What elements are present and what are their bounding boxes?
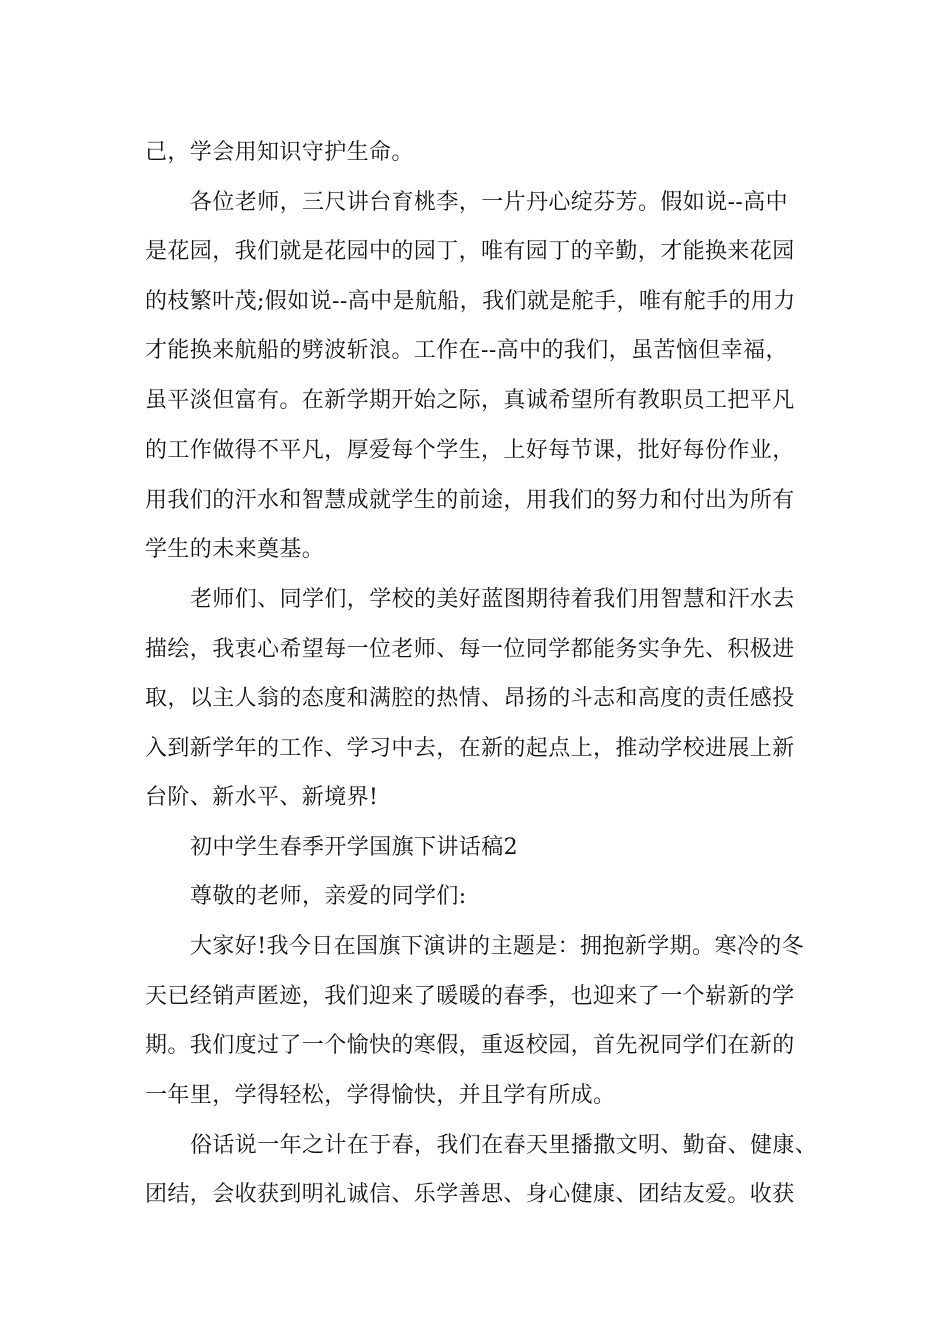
text-line: 是花园，我们就是花园中的园丁，唯有园丁的辛勤，才能换来花园 <box>145 239 795 264</box>
text-line: 大家好!我今日在国旗下演讲的主题是：拥抱新学期。寒冷的冬 <box>190 934 805 959</box>
text-line: 才能换来航船的劈波斩浪。工作在--高中的我们，虽苦恼但幸福， <box>145 338 788 363</box>
text-line: 的工作做得不平凡，厚爱每个学生，上好每节课，批好每份作业， <box>145 438 795 463</box>
text-line: 学生的未来奠基。 <box>145 537 325 562</box>
text-line: 各位老师，三尺讲台育桃李，一片丹心绽芬芳。假如说--高中 <box>190 190 789 215</box>
text-line: 入到新学年的工作、学习中去，在新的起点上，推动学校进展上新 <box>145 736 795 761</box>
text-line: 的枝繁叶茂;假如说--高中是航船，我们就是舵手，唯有舵手的用力 <box>145 289 796 314</box>
text-line: 期。我们度过了一个愉快的寒假，重返校园，首先祝同学们在新的 <box>145 1033 795 1058</box>
text-line: 用我们的汗水和智慧成就学生的前途，用我们的努力和付出为所有 <box>145 488 795 513</box>
text-line: 一年里，学得轻松，学得愉快，并且学有所成。 <box>145 1083 616 1108</box>
text-line: 描绘，我衷心希望每一位老师、每一位同学都能务实争先、积极进 <box>145 637 795 662</box>
text-line: 天已经销声匿迹，我们迎来了暖暖的春季，也迎来了一个崭新的学 <box>145 984 795 1009</box>
text-line: 俗话说一年之计在于春，我们在春天里播撒文明、勤奋、健康、 <box>190 1133 818 1158</box>
text-line: 取，以主人翁的态度和满腔的热情、昂扬的斗志和高度的责任感投 <box>145 686 795 711</box>
text-line: 老师们、同学们，学校的美好蓝图期待着我们用智慧和汗水去 <box>190 587 795 612</box>
text-line: 虽平淡但富有。在新学期开始之际，真诚希望所有教职员工把平凡 <box>145 388 795 413</box>
salutation: 尊敬的老师，亲爱的同学们: <box>190 884 467 909</box>
text-line: 己，学会用知识守护生命。 <box>145 140 414 165</box>
text-line: 团结，会收获到明礼诚信、乐学善思、身心健康、团结友爱。收获 <box>145 1182 795 1207</box>
text-line: 台阶、新水平、新境界! <box>145 785 379 810</box>
section-heading: 初中学生春季开学国旗下讲话稿2 <box>190 835 518 860</box>
